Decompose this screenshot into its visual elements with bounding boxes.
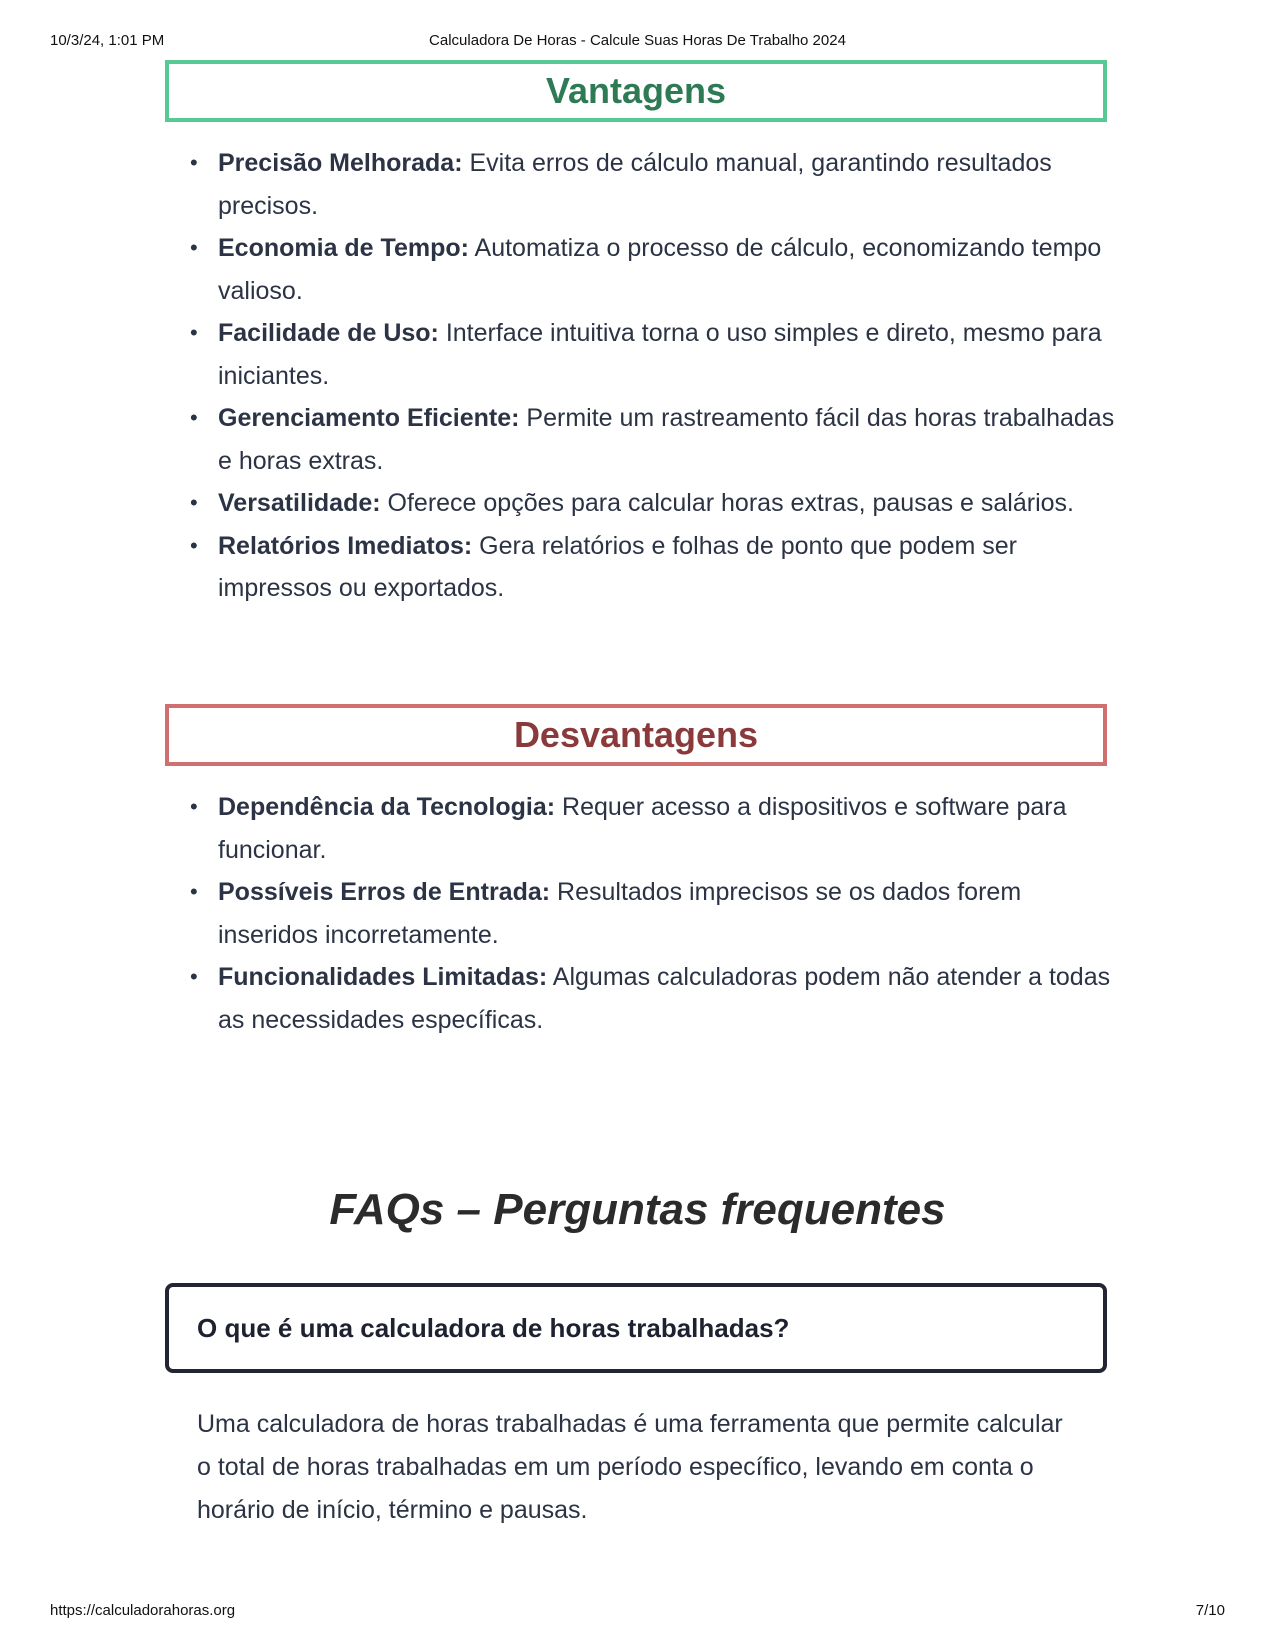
- item-text: Requer acesso a dispositivos e software para funcionar.: [218, 793, 1067, 864]
- list-item: [190, 312, 1120, 397]
- item-term: Possíveis Erros de Entrada:: [218, 878, 551, 906]
- bullet-icon: •: [190, 532, 198, 558]
- item-text: Automatiza o processo de cálculo, economizando tempo valioso.: [218, 234, 1102, 305]
- desvantagens-list: [190, 786, 1120, 1041]
- bullet-icon: •: [190, 235, 198, 260]
- item-term: Facilidade de Uso:: [218, 319, 439, 347]
- item-term: Economia de Tempo:: [218, 234, 469, 262]
- item-text: Algumas calculadoras podem não atender a todas as necessidades específicas.: [218, 963, 1111, 1034]
- desvantagens-heading: Desvantagens: [513, 714, 759, 755]
- print-header: [50, 32, 1225, 52]
- item-text: Oferece opções para calcular horas extras, pausas e salários.: [380, 489, 1074, 517]
- item-term: Versatilidade:: [218, 489, 381, 517]
- print-footer: [50, 1602, 1225, 1622]
- item-text: Resultados imprecisos se os dados forem inseridos incorretamente.: [218, 878, 1022, 949]
- list-item: [190, 871, 1120, 956]
- list-item: [190, 142, 1120, 227]
- vantagens-heading: Vantagens: [545, 70, 727, 111]
- bullet-icon: •: [190, 879, 198, 904]
- item-text: Permite um rastreamento fácil das horas trabalhadas e horas extras.: [218, 404, 1115, 475]
- desvantagens-heading-box: [165, 704, 1107, 766]
- list-item: [190, 786, 1120, 871]
- item-text: Interface intuitiva torna o uso simples e direto, mesmo para iniciantes.: [218, 319, 1102, 390]
- vantagens-list: [190, 142, 1120, 610]
- list-item: [190, 525, 1120, 610]
- item-text: Gera relatórios e folhas de ponto que podem ser impressos ou exportados.: [218, 531, 1018, 602]
- print-page-title: Calculadora De Horas - Calcule Suas Horas De Trabalho 2024: [429, 32, 846, 49]
- item-term: Relatórios Imediatos:: [218, 531, 473, 560]
- print-url: https://calculadorahoras.org: [50, 1602, 236, 1619]
- list-item: [190, 482, 1120, 525]
- faq-question: O que é uma calculadora de horas trabalhadas?: [197, 1312, 790, 1343]
- item-term: Precisão Melhorada:: [218, 149, 463, 177]
- list-item: [190, 956, 1120, 1041]
- item-text: Evita erros de cálculo manual, garantindo resultados precisos.: [218, 149, 1052, 220]
- list-item: [190, 397, 1120, 482]
- faq-answer: Uma calculadora de horas trabalhadas é uma ferramenta que permite calcular o total de horas trabalhadas em um período específico, levando em conta o horário de início, término e pausas.: [197, 1410, 1063, 1524]
- bullet-icon: •: [190, 964, 198, 989]
- faq-question-toggle[interactable]: [165, 1283, 1107, 1373]
- bullet-icon: •: [190, 150, 198, 175]
- item-term: Gerenciamento Eficiente:: [218, 404, 520, 432]
- bullet-icon: •: [190, 490, 198, 515]
- vantagens-heading-box: [165, 60, 1107, 122]
- list-item: [190, 227, 1120, 312]
- bullet-icon: •: [190, 320, 198, 345]
- print-datetime: 10/3/24, 1:01 PM: [50, 32, 165, 49]
- bullet-icon: •: [190, 405, 198, 430]
- faq-title: FAQs – Perguntas frequentes: [329, 1184, 946, 1234]
- bullet-icon: •: [190, 794, 198, 819]
- item-term: Funcionalidades Limitadas:: [218, 963, 548, 991]
- print-page-number: 7/10: [1195, 1602, 1225, 1619]
- item-term: Dependência da Tecnologia:: [218, 793, 556, 821]
